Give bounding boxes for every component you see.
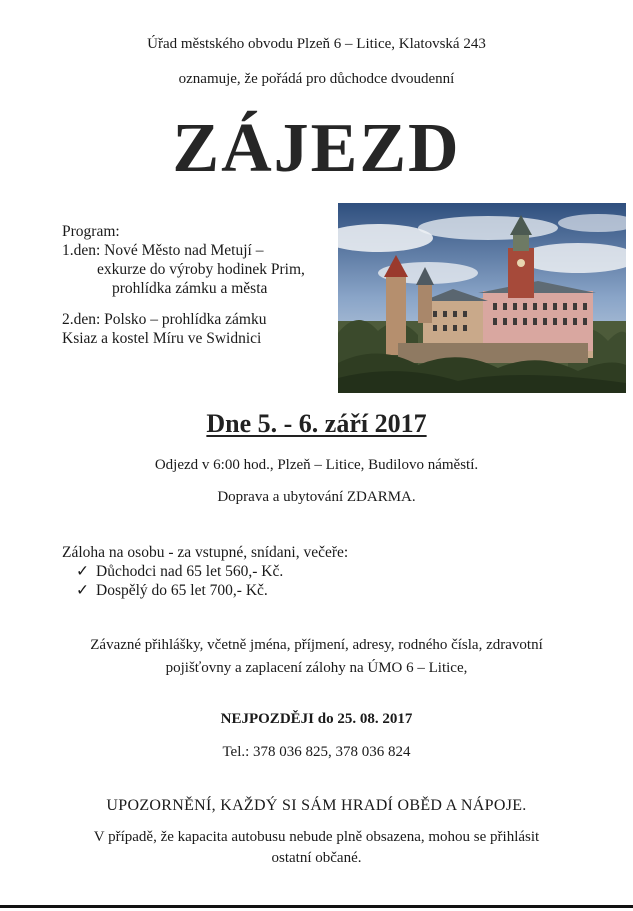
transport-info: Doprava a ubytování ZDARMA. bbox=[217, 489, 416, 505]
check-icon: ✓ bbox=[76, 563, 89, 580]
header-line-2: oznamuje, že pořádá pro důchodce dvoudenní bbox=[178, 71, 455, 87]
program-day1-line1: 1.den: Nové Město nad Metují – bbox=[62, 242, 264, 259]
application-line-1: Závazné přihlášky, včetně jména, příjmení, adresy, rodného čísla, zdravotní bbox=[90, 637, 543, 653]
deposit-item-seniors: Důchodci nad 65 let 560,- Kč. bbox=[96, 563, 284, 580]
program-day2-line1: 2.den: Polsko – prohlídka zámku bbox=[62, 311, 267, 328]
list-item bbox=[62, 581, 348, 600]
program-day1-line2: exkurze do výroby hodinek Prim, bbox=[97, 261, 305, 278]
application-line-2: pojišťovny a zaplacení zálohy na ÚMO 6 – Litice, bbox=[165, 660, 468, 676]
program-heading: Program: bbox=[62, 223, 120, 240]
header-line-1: Úřad městského obvodu Plzeň 6 – Litice, Klatovská 243 bbox=[147, 36, 486, 52]
page-bottom-border bbox=[0, 905, 633, 908]
page-title: ZÁJEZD bbox=[172, 110, 461, 187]
program-section bbox=[62, 222, 332, 348]
castle-photo bbox=[338, 203, 626, 393]
deposit-item-adults: Dospělý do 65 let 700,- Kč. bbox=[96, 582, 268, 599]
check-icon: ✓ bbox=[76, 582, 89, 599]
warning-notice: UPOZORNĚNÍ, KAŽDÝ SI SÁM HRADÍ OBĚD A NÁPOJE. bbox=[106, 797, 527, 814]
departure-info: Odjezd v 6:00 hod., Plzeň – Litice, Budilovo náměstí. bbox=[154, 457, 479, 473]
phone-numbers: Tel.: 378 036 825, 378 036 824 bbox=[222, 744, 411, 760]
note-line-1: V případě, že kapacita autobusu nebude plně obsazena, mohou se přihlásit bbox=[93, 829, 540, 845]
program-day2-line2: Ksiaz a kostel Míru ve Swidnici bbox=[62, 330, 262, 347]
list-item bbox=[62, 562, 348, 581]
event-dates: Dne 5. - 6. září 2017 bbox=[206, 409, 427, 438]
castle-illustration bbox=[338, 203, 626, 393]
deposit-heading: Záloha na osobu - za vstupné, snídani, večeře: bbox=[62, 544, 349, 561]
program-day1-line3: prohlídka zámku a města bbox=[112, 280, 268, 297]
note-line-2: ostatní občané. bbox=[271, 850, 362, 866]
deadline: NEJPOZDĚJI do 25. 08. 2017 bbox=[220, 711, 413, 727]
deposit-section bbox=[62, 543, 348, 600]
